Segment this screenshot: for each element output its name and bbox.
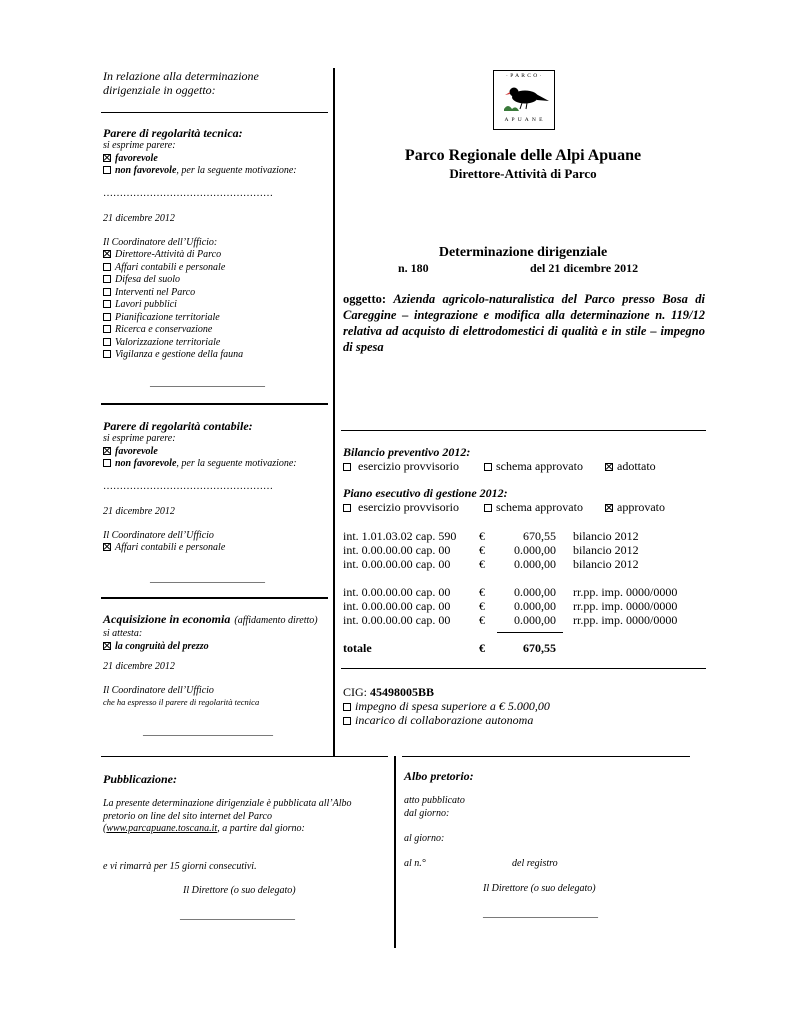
dal-giorno: dal giorno: — [404, 808, 450, 819]
incarico-option[interactable]: incarico di collaborazione autonoma — [343, 713, 533, 727]
section-divider — [101, 597, 328, 599]
tecnica-date: 21 dicembre 2012 — [103, 213, 175, 224]
divider — [101, 112, 328, 113]
office-item[interactable]: Vigilanza e gestione della fauna — [103, 349, 333, 362]
oggetto-label: oggetto: — [343, 292, 387, 306]
intro-line-2: dirigenziale in oggetto: — [103, 83, 216, 97]
checkbox-icon[interactable] — [103, 288, 111, 296]
finance-amount: 0.000,00 — [514, 585, 556, 599]
parere-tecnica-section — [103, 126, 333, 362]
finance-cap: int. 0.00.00.00 cap. 00 — [343, 613, 451, 627]
doc-type: Determinazione dirigenziale — [438, 245, 608, 260]
checkbox-checked-icon[interactable] — [103, 543, 111, 551]
finance-currency: € — [479, 585, 485, 599]
si-esprime-label: si esprime parere: — [103, 433, 176, 444]
oggetto — [343, 291, 705, 355]
checkbox-icon[interactable] — [103, 263, 111, 271]
section-divider — [101, 403, 328, 405]
checkbox-checked-icon[interactable] — [103, 154, 111, 162]
finance-note: bilancio 2012 — [573, 529, 639, 543]
bilancio-option[interactable]: schema approvato — [484, 459, 583, 473]
impegno-option[interactable]: impegno di spesa superiore a € 5.000,00 — [343, 699, 550, 713]
finance-currency: € — [479, 557, 485, 571]
oggetto-text: Azienda agricolo-naturalistica del Parco presso Bosa di Careggine – integrazione e modifica alla determinazione n. 119/12 relativa ad acquisto di elettrodomestici di qualità e in stile – impegno di spesa — [343, 292, 705, 354]
divider — [341, 430, 706, 431]
finance-cap: int. 0.00.00.00 cap. 00 — [343, 557, 451, 571]
checkbox-icon[interactable] — [343, 463, 351, 471]
checkbox-icon[interactable] — [103, 166, 111, 174]
checkbox-icon[interactable] — [103, 350, 111, 358]
office-item[interactable]: Lavori pubblici — [103, 299, 333, 312]
parere-contabile-section — [103, 419, 333, 555]
checkbox-checked-icon[interactable] — [103, 642, 111, 650]
finance-amount: 0.000,00 — [514, 557, 556, 571]
contabile-date: 21 dicembre 2012 — [103, 506, 175, 517]
peg-title: Piano esecutivo di gestione 2012: — [343, 486, 508, 500]
office-item[interactable]: Pianificazione territoriale — [103, 312, 333, 325]
park-logo — [493, 70, 555, 130]
total-currency: € — [479, 641, 485, 655]
checkbox-icon[interactable] — [343, 504, 351, 512]
economia-note: (affidamento diretto) — [234, 615, 318, 626]
checkbox-icon[interactable] — [103, 459, 111, 467]
economia-date: 21 dicembre 2012 — [103, 661, 175, 672]
checkbox-checked-icon[interactable] — [103, 250, 111, 258]
office-item[interactable]: Interventi nel Parco — [103, 287, 333, 300]
finance-amount: 0.000,00 — [514, 599, 556, 613]
atto-pubblicato: atto pubblicato — [404, 795, 465, 806]
finance-currency: € — [479, 599, 485, 613]
office-list — [103, 249, 333, 362]
motivazione-dots: …………………………………………… — [103, 187, 273, 199]
coordinatore-label: Il Coordinatore dell’Ufficio — [103, 529, 214, 541]
site-link[interactable]: www.parcapuane.toscana.it — [106, 823, 218, 834]
bilancio-option[interactable]: esercizio provvisorio — [343, 459, 459, 473]
org-name: Parco Regionale delle Alpi Apuane — [404, 147, 642, 164]
intro-line-1: In relazione alla determinazione — [103, 69, 259, 83]
bird-icon — [494, 79, 552, 117]
checkbox-icon[interactable] — [484, 463, 492, 471]
finance-currency: € — [479, 613, 485, 627]
office-item[interactable]: Valorizzazione territoriale — [103, 337, 333, 350]
department: Direttore-Attività di Parco — [449, 166, 597, 181]
doc-date: del 21 dicembre 2012 — [530, 261, 639, 275]
coordinatore-note: che ha espresso il parere di regolarità tecnica — [103, 697, 260, 707]
finance-cap: int. 0.00.00.00 cap. 00 — [343, 599, 451, 613]
checkbox-icon[interactable] — [103, 275, 111, 283]
del-registro: del registro — [512, 858, 558, 869]
checkbox-icon[interactable] — [103, 338, 111, 346]
checkbox-icon[interactable] — [343, 703, 351, 711]
economia-title: Acquisizione in economia — [103, 612, 231, 626]
divider — [101, 756, 388, 757]
divider — [402, 756, 690, 757]
office-item[interactable]: Affari contabili e personale — [103, 262, 333, 275]
peg-option[interactable]: esercizio provvisorio — [343, 500, 459, 514]
checkbox-icon[interactable] — [343, 717, 351, 725]
checkbox-checked-icon[interactable] — [103, 447, 111, 455]
coordinatore-label: Il Coordinatore dell’Ufficio: — [103, 236, 218, 248]
peg-option[interactable]: schema approvato — [484, 500, 583, 514]
coordinatore-label: Il Coordinatore dell’Ufficio — [103, 684, 214, 696]
logo-top-text: · P A R C O · — [506, 73, 542, 79]
cig: CIG: 45498005BB — [343, 685, 435, 699]
finance-cap: int. 0.00.00.00 cap. 00 — [343, 585, 451, 599]
congruita-option[interactable]: la congruità del prezzo — [103, 641, 333, 654]
finance-amount: 0.000,00 — [514, 543, 556, 557]
logo-bottom-text: A P U A N E — [504, 117, 544, 123]
doc-number: n. 180 — [398, 261, 429, 275]
total-amount: 670,55 — [523, 641, 556, 655]
albo-signature-line: _______________________ — [483, 908, 598, 919]
albo-title: Albo pretorio: — [404, 769, 474, 783]
si-esprime-label: si esprime parere: — [103, 140, 176, 151]
checkbox-icon[interactable] — [103, 313, 111, 321]
peg-option[interactable]: approvato — [605, 500, 665, 514]
office-item[interactable]: Ricerca e conservazione — [103, 324, 333, 337]
albo-direttore-label: Il Direttore (o suo delegato) — [483, 883, 596, 894]
direttore-signature-line: _______________________ — [180, 910, 295, 921]
column-divider — [333, 68, 335, 756]
checkbox-icon[interactable] — [484, 504, 492, 512]
contabile-signature-line: _______________________ — [150, 573, 265, 584]
al-numero: al n.° — [404, 858, 426, 869]
divider — [341, 668, 706, 669]
finance-note: bilancio 2012 — [573, 543, 639, 557]
finance-cap: int. 1.01.03.02 cap. 590 — [343, 529, 457, 543]
checkbox-icon[interactable] — [103, 325, 111, 333]
bilancio-title: Bilancio preventivo 2012: — [343, 445, 471, 459]
pubblicazione-title: Pubblicazione: — [103, 772, 177, 786]
favorevole-option[interactable]: favorevole — [103, 446, 333, 459]
favorevole-option[interactable]: favorevole — [103, 153, 333, 166]
finance-cap: int. 0.00.00.00 cap. 00 — [343, 543, 451, 557]
parere-contabile-title: Parere di regolarità contabile: — [103, 419, 253, 433]
finance-note: bilancio 2012 — [573, 557, 639, 571]
total-rule — [497, 632, 563, 633]
intro — [103, 69, 259, 97]
total-label: totale — [343, 641, 372, 655]
checkbox-icon[interactable] — [103, 300, 111, 308]
office-item[interactable]: Difesa del suolo — [103, 274, 333, 287]
motivazione-dots: …………………………………………… — [103, 480, 273, 492]
economia-signature-line: __________________________ — [143, 726, 273, 737]
office-item[interactable]: Affari contabili e personale — [103, 542, 333, 555]
finance-note: rr.pp. imp. 0000/0000 — [573, 613, 678, 627]
rimarra-text: e vi rimarrà per 15 giorni consecutivi. — [103, 861, 257, 872]
finance-note: rr.pp. imp. 0000/0000 — [573, 599, 678, 613]
si-attesta-label: si attesta: — [103, 628, 143, 639]
parere-tecnica-title: Parere di regolarità tecnica: — [103, 126, 243, 140]
finance-currency: € — [479, 543, 485, 557]
non-favorevole-option[interactable]: non favorevole, per la seguente motivazione: — [103, 458, 333, 471]
tecnica-signature-line: _______________________ — [150, 377, 265, 388]
finance-currency: € — [479, 529, 485, 543]
al-giorno: al giorno: — [404, 833, 445, 844]
checkbox-checked-icon[interactable] — [605, 504, 613, 512]
non-favorevole-option[interactable]: non favorevole, per la seguente motivazione: — [103, 165, 333, 178]
finance-note: rr.pp. imp. 0000/0000 — [573, 585, 678, 599]
finance-amount: 0.000,00 — [514, 613, 556, 627]
checkbox-checked-icon[interactable] — [605, 463, 613, 471]
direttore-label: Il Direttore (o suo delegato) — [183, 885, 296, 896]
economia-section — [103, 610, 333, 708]
bottom-column-divider — [394, 756, 396, 948]
cig-code: 45498005BB — [370, 685, 435, 699]
finance-amount: 670,55 — [523, 529, 556, 543]
pubblicazione-text: La presente determinazione dirigenziale è pubblicata all’Albo pretorio on line del sito internet del Parco (www.parcapuane.toscana.it, a partire dal giorno: — [103, 798, 352, 834]
office-item[interactable]: Direttore-Attività di Parco — [103, 249, 333, 262]
bilancio-option[interactable]: adottato — [605, 459, 656, 473]
